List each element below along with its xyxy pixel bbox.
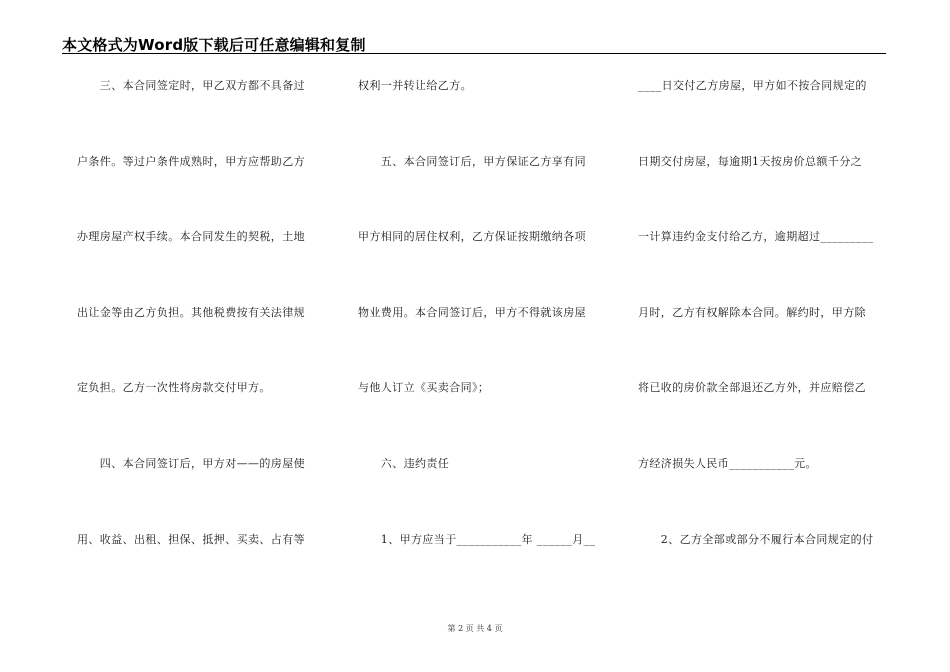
- text-line: 三、本合同签定时，甲乙双方都不具备过: [77, 79, 305, 92]
- text-line: ____日交付乙方房屋，甲方如不按合同规定的: [638, 79, 867, 92]
- text-line: 四、本合同签订后，甲方对——的房屋使: [77, 456, 305, 470]
- text-line: 出让金等由乙方负担。其他税费按有关法律规: [77, 305, 305, 319]
- header-rule: [62, 53, 886, 54]
- text-line: 方经济损失人民币___________元。: [638, 456, 817, 470]
- text-line: 2、乙方全部或部分不履行本合同规定的付: [638, 532, 874, 546]
- text-line: 办理房屋产权手续。本合同发生的契税，土地: [77, 230, 305, 244]
- text-column-3: [638, 78, 886, 607]
- text-line: 定负担。乙方一次性将房款交付甲方。: [77, 381, 271, 395]
- text-line: 六、违约责任: [358, 456, 450, 470]
- text-column-1: [77, 78, 325, 607]
- text-line: 日期交付房屋，每逾期1天按房价总额千分之: [638, 154, 862, 168]
- text-line: 甲方相同的居住权利，乙方保证按期缴纳各项: [358, 230, 586, 244]
- text-line: 用、收益、出租、担保、抵押、买卖、占有等: [77, 532, 305, 546]
- text-line: 一计算违约金支付给乙方，逾期超过_________: [638, 230, 874, 244]
- page-number: 第 2 页 共 4 页: [447, 624, 503, 633]
- text-line: 五、本合同签订后，甲方保证乙方享有同: [358, 154, 586, 168]
- page-header-title: 本文格式为Word版下载后可任意编辑和复制: [62, 36, 366, 54]
- text-line: 户条件。等过户条件成熟时，甲方应帮助乙方: [77, 154, 305, 168]
- text-line: 将已收的房价款全部退还乙方外，并应赔偿乙: [638, 381, 866, 395]
- text-line: 月时，乙方有权解除本合同。解约时，甲方除: [638, 305, 866, 319]
- text-line: 权利一并转让给乙方。: [358, 79, 472, 92]
- text-line: 与他人订立《买卖合同》；: [358, 381, 490, 395]
- text-line: 物业费用。本合同签订后，甲方不得就该房屋: [358, 305, 586, 319]
- text-column-2: [358, 78, 606, 607]
- text-line: 1、甲方应当于___________年 ______月__: [358, 532, 596, 546]
